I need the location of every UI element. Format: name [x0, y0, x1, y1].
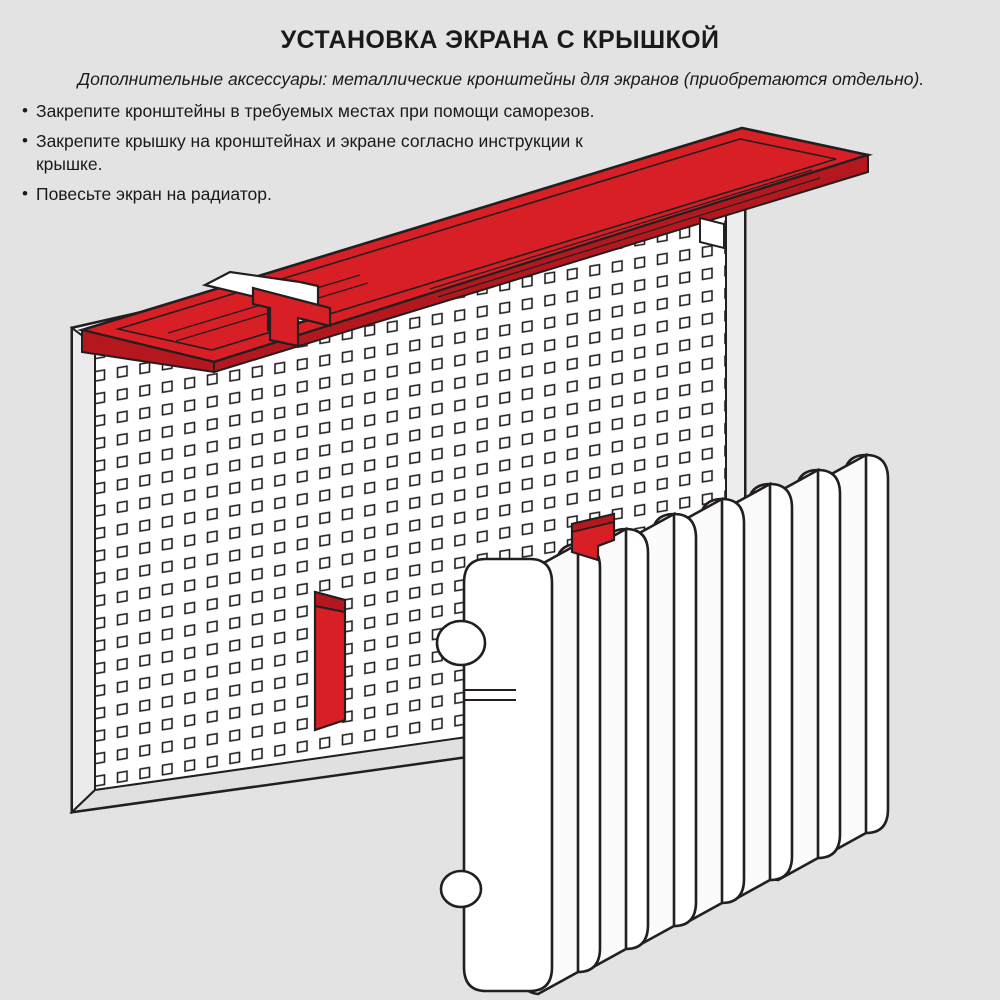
list-item: [22, 183, 1000, 205]
step-text: Закрепите кронштейны в требуемых местах при помощи саморезов.: [36, 101, 595, 121]
accessories-note: Дополнительные аксессуары: металлические кронштейны для экранов (приобретаются отдельно).: [77, 69, 925, 89]
bullet-icon: •: [22, 184, 28, 204]
step-text: Повесьте экран на радиатор.: [36, 184, 272, 205]
steps-list: [0, 90, 1000, 206]
list-item: [22, 130, 1000, 175]
list-item: [22, 100, 1000, 122]
page-title: УСТАНОВКА ЭКРАНА С КРЫШКОЙ: [280, 26, 720, 54]
step-text: Закрепите крышку на кронштейнах и экране согласно инструкции к крышке.: [36, 131, 583, 174]
instruction-text: [0, 0, 1000, 260]
bullet-icon: •: [22, 101, 28, 120]
bullet-icon: •: [22, 131, 28, 151]
